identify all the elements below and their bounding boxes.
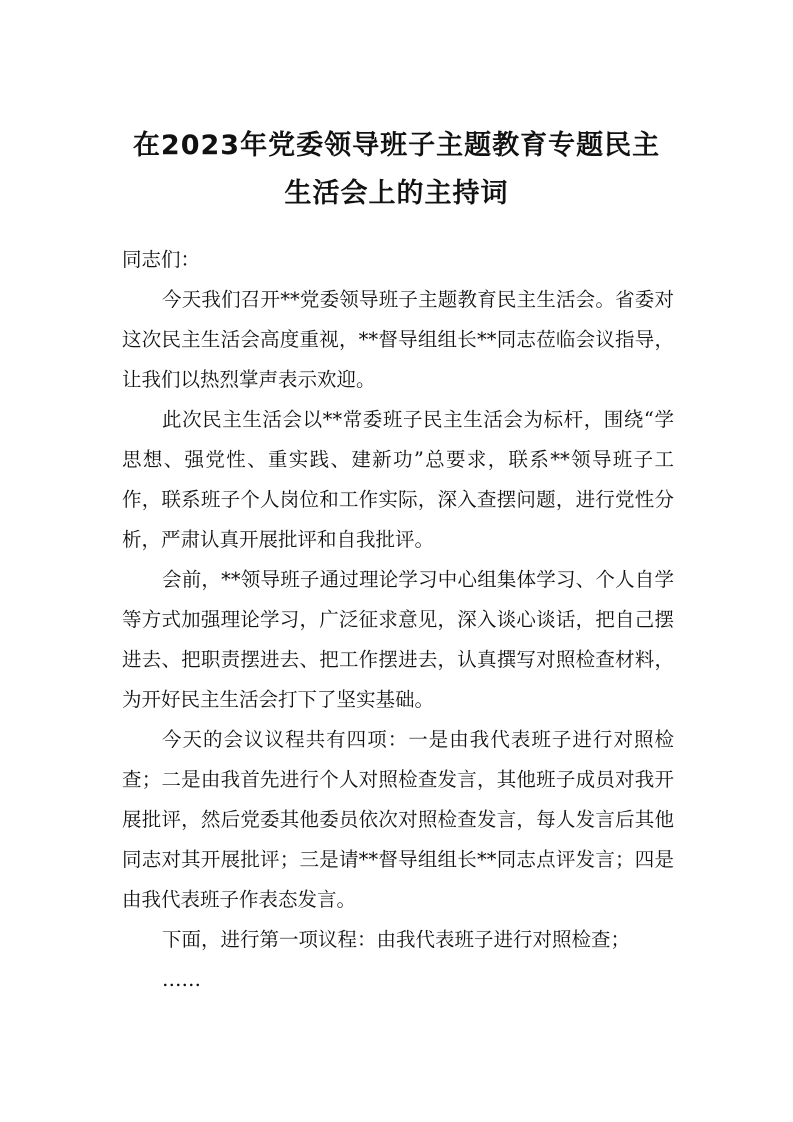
title-line-2: 生活会上的主持词 [284,178,509,209]
document-body [122,240,674,1000]
paragraph-preparation: 会前，**领导班子通过理论学习中心组集体学习、个人自学等方式加强理论学习，广泛征求意见，深入谈心谈话，把自己摆进去、把职责摆进去、把工作摆进去，认真撰写对照检查材料，为开好民主生活会打下了坚实基础。 [122,568,674,711]
document-title [110,122,683,218]
paragraph-theme: 此次民主生活会以**常委班子民主生活会为标杆，围绕“学思想、强党性、重实践、建新功”总要求，联系**领导班子工作，联系班子个人岗位和工作实际，深入查摆问题，进行党性分析，严肃认真开展批评和自我批评。 [122,408,674,551]
salutation: 同志们： [122,248,201,271]
paragraph-opening: 今天我们召开**党委领导班子主题教育民主生活会。省委对这次民主生活会高度重视，**督导组组长**同志莅临会议指导，让我们以热烈掌声表示欢迎。 [122,288,674,391]
paragraph-first-item: 下面，进行第一项议程：由我代表班子进行对照检查； [162,928,631,951]
paragraph-agenda: 今天的会议议程共有四项：一是由我代表班子进行对照检查；二是由我首先进行个人对照检查发言，其他班子成员对我开展批评，然后党委其他委员依次对照检查发言，每人发言后其他同志对其开展批评；三是请**督导组组长**同志点评发言；四是由我代表班子作表态发言。 [122,728,674,911]
title-line-1: 在2023年党委领导班子主题教育专题民主 [132,130,661,161]
ellipsis: …… [162,968,201,991]
